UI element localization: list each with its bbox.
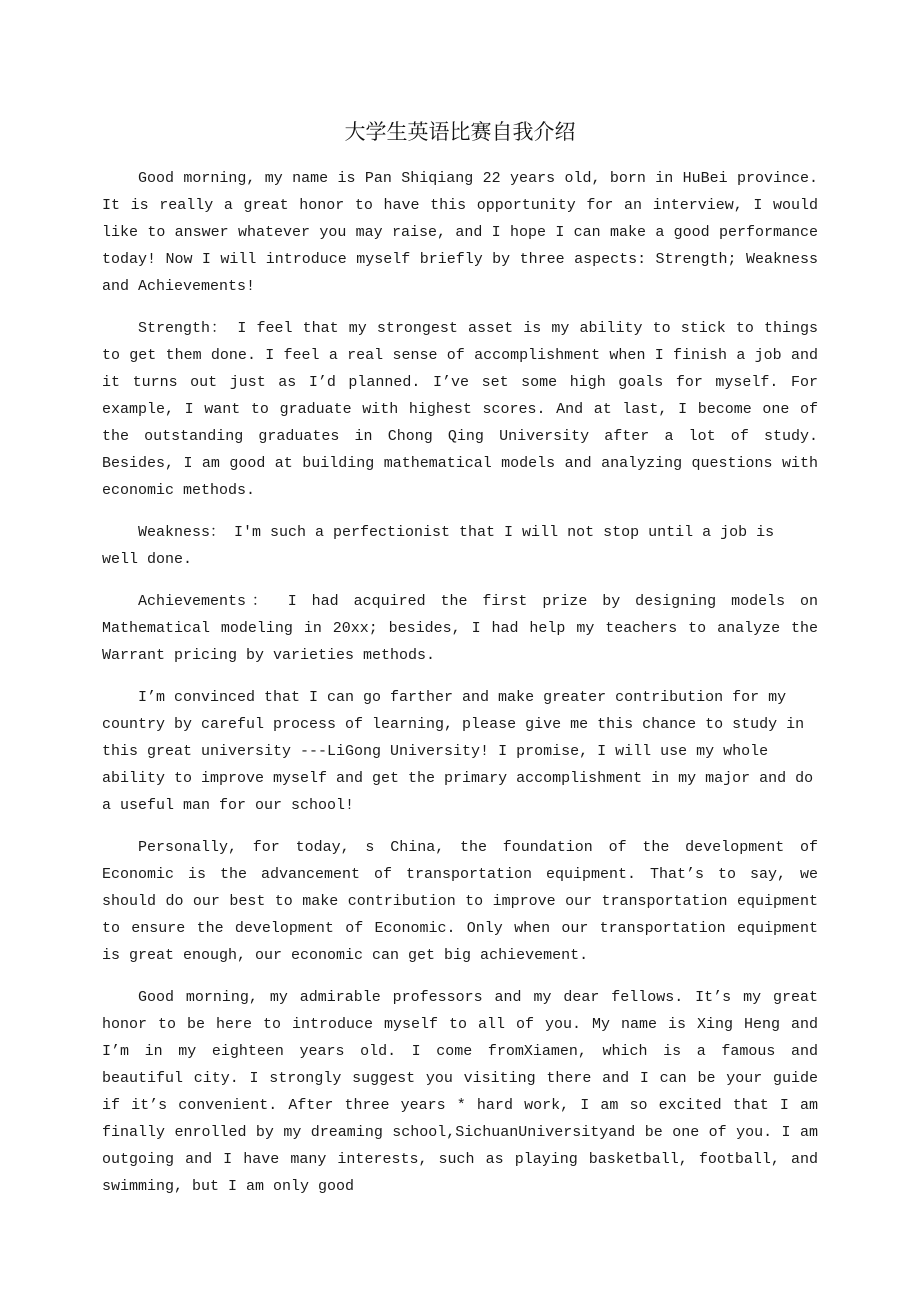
paragraph-strength: Strength： I feel that my strongest asset is my ability to stick to things to get them done. I feel a real sense of accomplishment when I finish a job and it turns out just as I’d planned. I’ve set some high goals for myself. For example, I want to graduate with highest scores. And at last, I become one of the outstanding graduates in Chong Qing University after a lot of study. Besides, I am good at building mathematical models and analyzing questions with economic methods. xyxy=(102,320,818,499)
paragraph-conviction: I’m convinced that I can go farther and make greater contribution for my country by careful process of learning, please give me this chance to study in this great university ---LiGong University! I promise, I will use my whole ability to improve myself and get the primary accomplishment in my major and do a useful man for our school! xyxy=(102,689,814,814)
paragraph-weakness: Weakness： I'm such a perfectionist that I will not stop until a job is well done. xyxy=(102,524,775,568)
document-title: 大学生英语比赛自我介绍 xyxy=(344,120,576,144)
paragraph-achievements: Achievements： I had acquired the first prize by designing models on Mathematical modeling in 20xx; besides, I had help my teachers to analyze the Warrant pricing by varieties methods. xyxy=(102,593,818,664)
paragraph-personally: Personally, for today, s China, the foundation of the development of Economic is the advancement of transportation equipment. That’s to say, we should do our best to make contribution to improve our transportation equipment to ensure the development of Economic. Only when our transportation equipment is great enough, our economic can get big achievement. xyxy=(102,839,818,964)
paragraph-introduction: Good morning, my name is Pan Shiqiang 22 years old, born in HuBei province. It is really a great honor to have this opportunity for an interview, I would like to answer whatever you may raise, and I hope I can make a good performance today! Now I will introduce myself briefly by three aspects: Strength; Weakness and Achievements! xyxy=(102,170,818,295)
document-body xyxy=(102,165,818,1215)
paragraph-second-introduction: Good morning, my admirable professors and my dear fellows. It’s my great honor to be here to introduce myself to all of you. My name is Xing Heng and I’m in my eighteen years old. I come fromXiamen, which is a famous and beautiful city. I strongly suggest you visiting there and I can be your guide if it’s convenient. After three years * hard work, I am so excited that I am finally enrolled by my dreaming school,SichuanUniversityand be one of you. I am outgoing and I have many interests, such as playing basketball, football, and swimming, but I am only good xyxy=(102,989,818,1195)
